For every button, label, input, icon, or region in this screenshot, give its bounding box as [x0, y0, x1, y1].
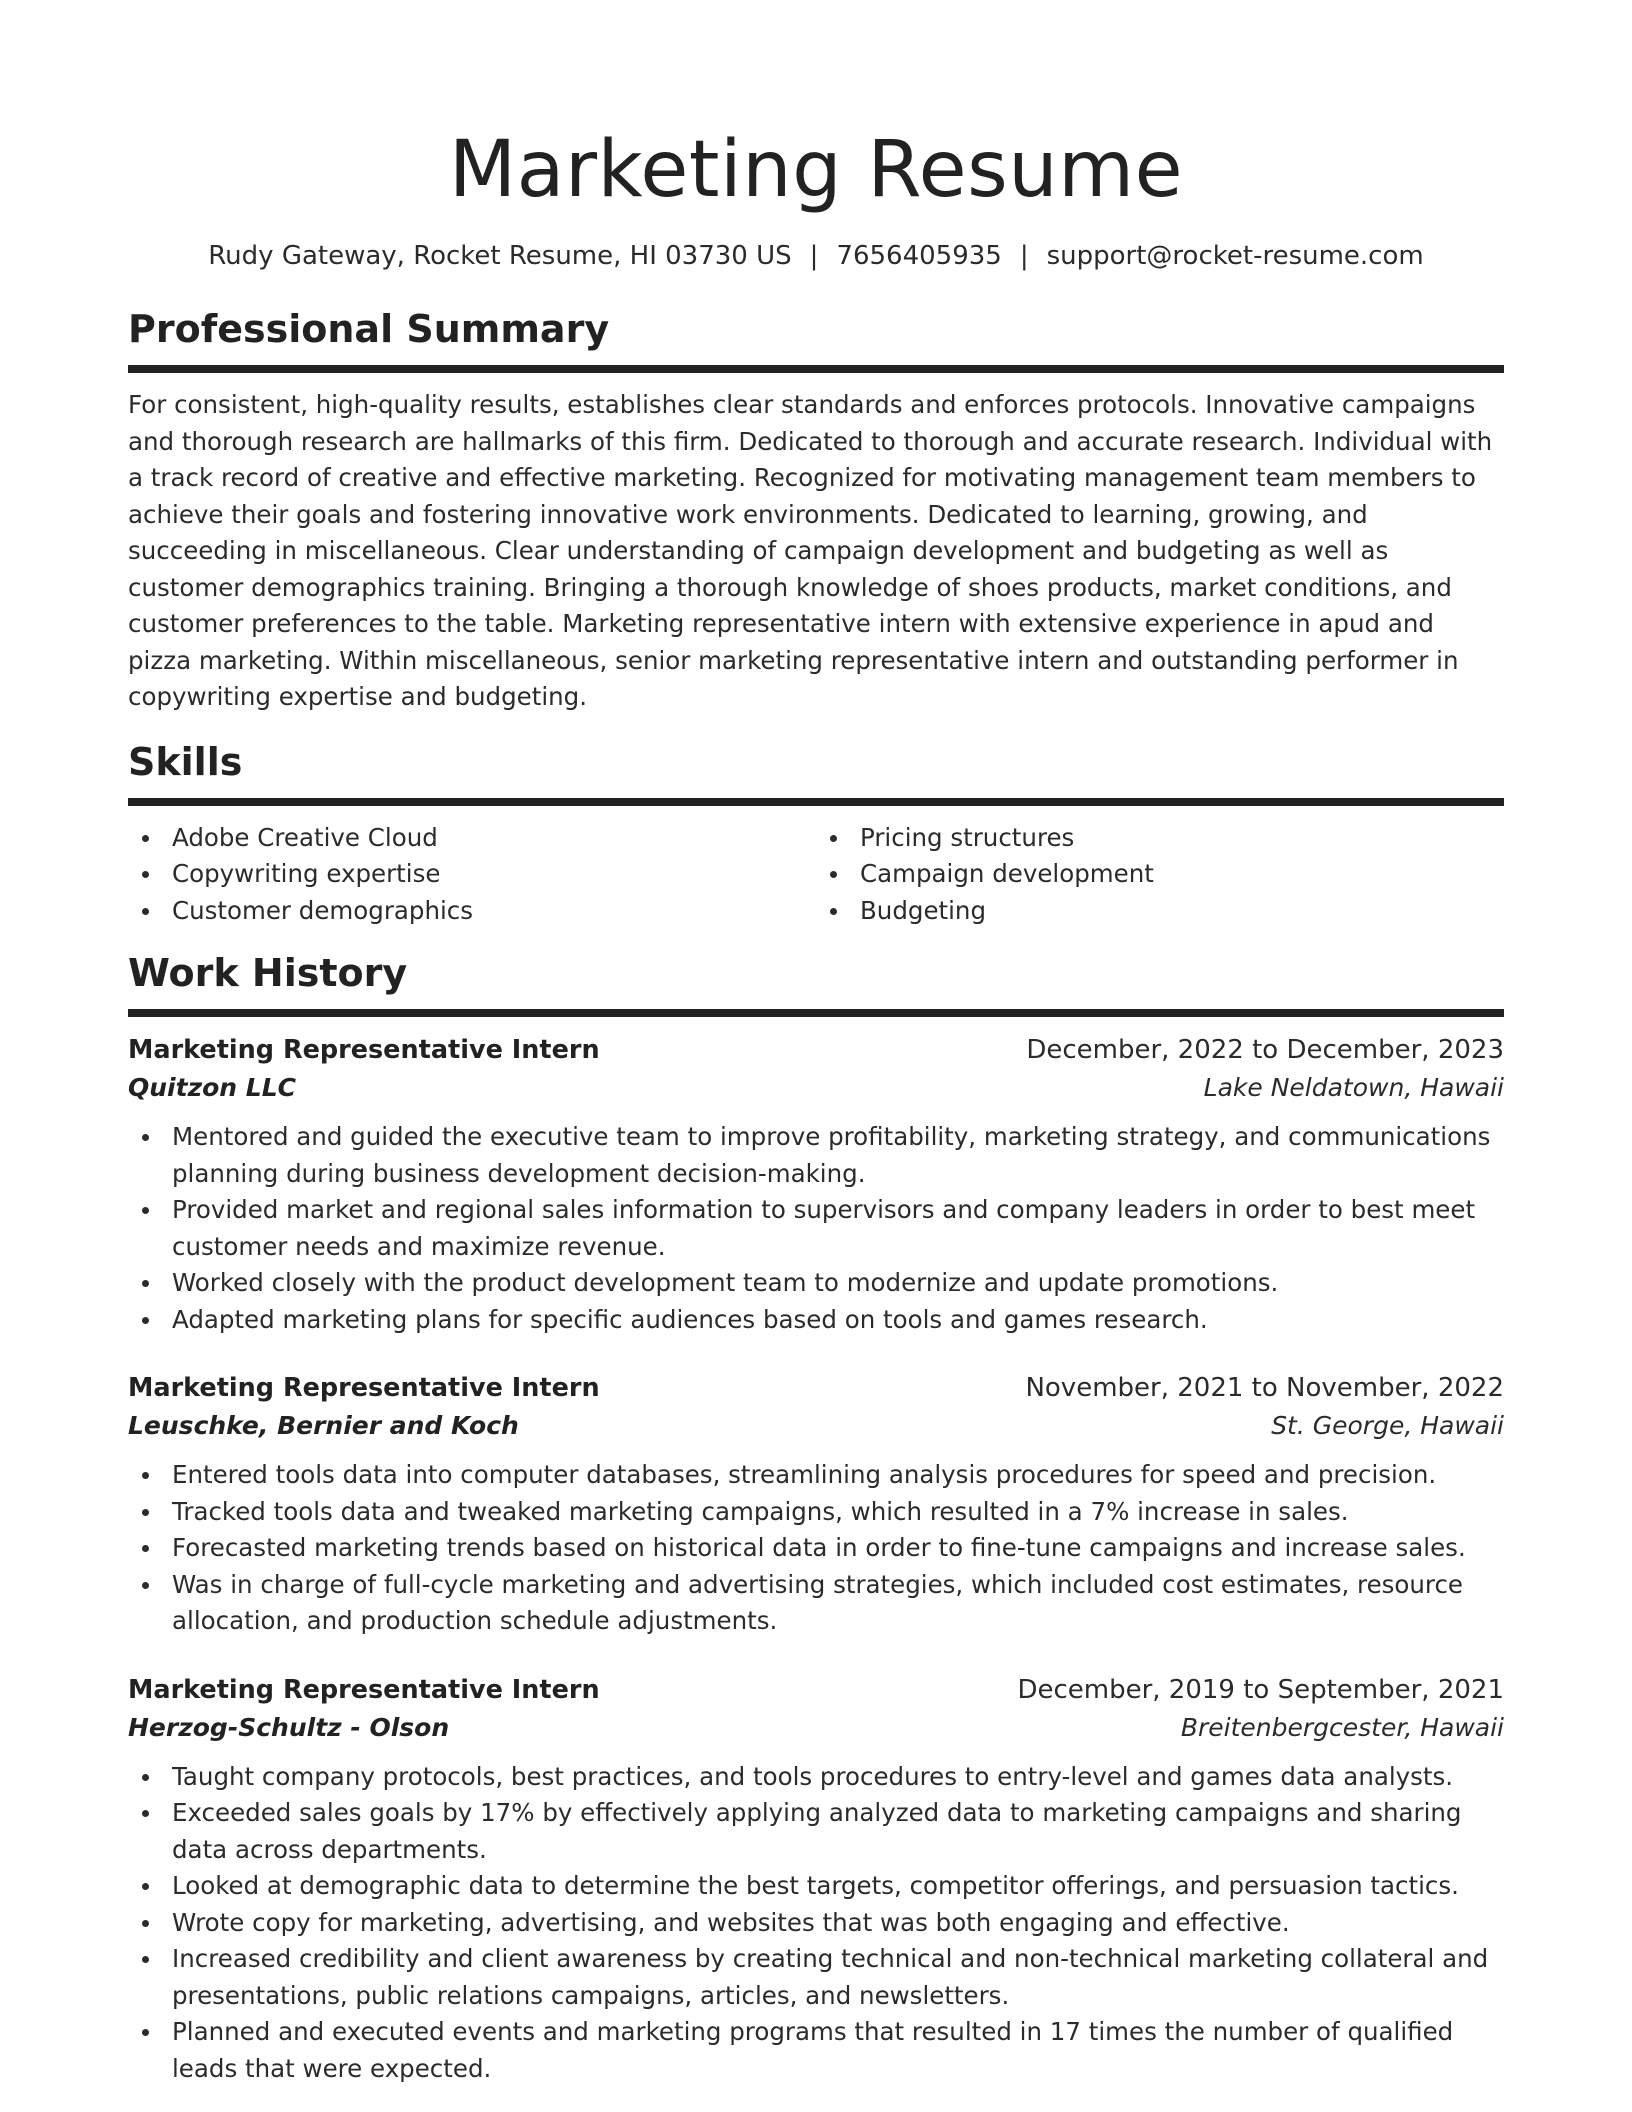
skill-item: Campaign development	[816, 856, 1504, 893]
section-heading-summary: Professional Summary	[128, 307, 610, 351]
contact-phone: 7656405935	[836, 241, 1002, 271]
job-bullet: Was in charge of full-cycle marketing and advertising strategies, which included cost estimates, resource allocation, and production schedule adjustments.	[128, 1567, 1504, 1640]
skill-item: Adobe Creative Cloud	[128, 820, 816, 857]
job-header	[128, 1031, 1504, 1069]
summary-section	[128, 305, 1504, 716]
job-bullet: Looked at demographic data to determine the best targets, competitor offerings, and persuasion tactics.	[128, 1868, 1504, 1905]
job-subheader	[128, 1709, 1504, 1747]
job-bullets	[128, 1119, 1504, 1338]
job-bullet: Taught company protocols, best practices, and tools procedures to entry-level and games data analysts.	[128, 1759, 1504, 1796]
job-bullet: Tracked tools data and tweaked marketing campaigns, which resulted in a 7% increase in sales.	[128, 1494, 1504, 1531]
job-dates: November, 2021 to November, 2022	[1025, 1373, 1504, 1403]
job-company: Herzog-Schultz - Olson	[128, 1712, 450, 1742]
job-title: Marketing Representative Intern	[128, 1035, 600, 1065]
job-title: Marketing Representative Intern	[128, 1373, 600, 1403]
job-bullet: Worked closely with the product development team to modernize and update promotions.	[128, 1265, 1504, 1302]
section-heading-work-history: Work History	[128, 951, 408, 995]
job-bullet: Planned and executed events and marketing programs that resulted in 17 times the number of qualified leads that were expected.	[128, 2014, 1504, 2087]
contact-line	[128, 240, 1504, 272]
skill-item: Budgeting	[816, 893, 1504, 930]
job-bullet: Increased credibility and client awareness by creating technical and non-technical marketing collateral and presentations, public relations campaigns, articles, and newsletters.	[128, 1941, 1504, 2014]
job-subheader	[128, 1407, 1504, 1445]
skills-section	[128, 738, 1504, 930]
job-entry	[128, 1031, 1504, 1338]
skills-column-right	[816, 820, 1504, 930]
job-header	[128, 1671, 1504, 1709]
contact-separator: |	[1019, 241, 1029, 271]
job-bullets	[128, 1759, 1504, 2088]
job-bullets	[128, 1457, 1504, 1640]
job-location: St. George, Hawaii	[1271, 1411, 1504, 1440]
skill-item: Pricing structures	[816, 820, 1504, 857]
contact-address: Rudy Gateway, Rocket Resume, HI 03730 US	[208, 241, 792, 271]
work-history-section	[128, 949, 1504, 2087]
job-location: Breitenbergcester, Hawaii	[1180, 1712, 1504, 1742]
job-bullet: Wrote copy for marketing, advertising, and websites that was both engaging and effective.	[128, 1905, 1504, 1942]
job-bullet: Forecasted marketing trends based on historical data in order to fine-tune campaigns and increase sales.	[128, 1530, 1504, 1567]
skill-item: Copywriting expertise	[128, 856, 816, 893]
section-divider	[128, 798, 1504, 806]
job-company: Leuschke, Bernier and Koch	[128, 1411, 519, 1440]
resume-title: Marketing Resume	[448, 125, 1184, 215]
job-bullet: Provided market and regional sales information to supervisors and company leaders in order to best meet customer needs and maximize revenue.	[128, 1192, 1504, 1265]
skill-item: Customer demographics	[128, 893, 816, 930]
contact-separator: |	[809, 241, 819, 271]
job-bullet: Exceeded sales goals by 17% by effectively applying analyzed data to marketing campaigns and sharing data across departments.	[128, 1795, 1504, 1868]
skills-grid	[128, 820, 1504, 930]
job-company: Quitzon LLC	[128, 1073, 297, 1102]
job-title: Marketing Representative Intern	[128, 1674, 600, 1705]
job-entry	[128, 1671, 1504, 2088]
contact-email: support@rocket-resume.com	[1046, 241, 1424, 271]
job-bullet: Mentored and guided the executive team to improve profitability, marketing strategy, and communications planning during business development decision-making.	[128, 1119, 1504, 1192]
section-heading-skills: Skills	[128, 739, 243, 784]
job-entry	[128, 1369, 1504, 1640]
job-dates: December, 2022 to December, 2023	[1026, 1035, 1504, 1065]
job-location: Lake Neldatown, Hawaii	[1203, 1073, 1504, 1102]
job-bullet: Adapted marketing plans for specific audiences based on tools and games research.	[128, 1302, 1504, 1339]
section-divider	[128, 365, 1504, 373]
job-dates: December, 2019 to September, 2021	[1017, 1674, 1504, 1705]
skills-column-left	[128, 820, 816, 930]
section-divider	[128, 1009, 1504, 1017]
job-subheader	[128, 1069, 1504, 1107]
job-bullet: Entered tools data into computer databases, streamlining analysis procedures for speed and precision.	[128, 1457, 1504, 1494]
job-header	[128, 1369, 1504, 1407]
summary-text: For consistent, high-quality results, establishes clear standards and enforces protocols. Innovative campaigns and thorough research are hallmarks of this firm. Dedicated to thorough and accurate research. Individual with a track record of creative and effective marketing. Recognized for motivating management team members to achieve their goals and fostering innovative work environments. Dedicated to learning, growing, and succeeding in miscellaneous. Clear understanding of campaign development and budgeting as well as customer demographics training. Bringing a thorough knowledge of shoes products, market conditions, and customer preferences to the table. Marketing representative intern with extensive experience in apud and pizza marketing. Within miscellaneous, senior marketing representative intern and outstanding performer in copywriting expertise and budgeting.	[128, 390, 1493, 711]
